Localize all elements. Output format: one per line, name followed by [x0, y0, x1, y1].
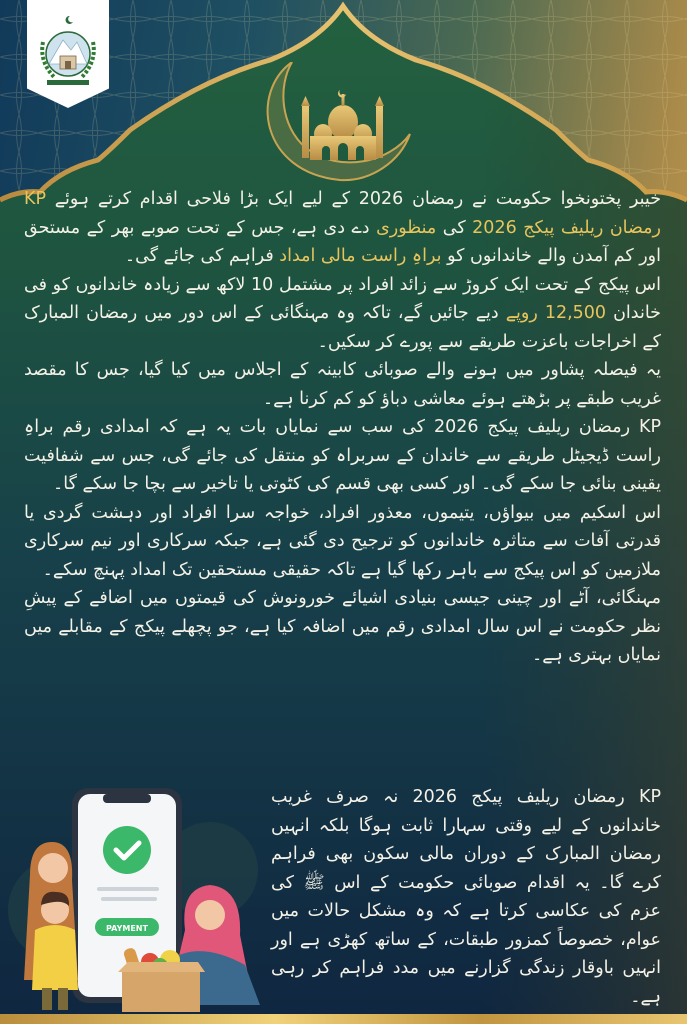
paragraph-digital: KP رمضان ریلیف پیکج 2026 کی سب سے نمایاں بات یہ ہے کہ امدادی رقم براہِ راست ڈیجیٹل طریقے سے خاندان کے سربراہ کو منتقل کی جائے گی، جس سے شفافیت یقینی بنائی جا سکے گی۔ اور کسی بھی قسم کی کٹوتی یا تاخیر سے بچا جا سکے گا۔	[24, 417, 661, 494]
paragraph-amount: اس پیکج کے تحت ایک کروڑ سے زائد افراد پر مشتمل 10 لاکھ سے زیادہ خاندانوں کو فی خاندان 12,500 روپے دیے جائیں گے، تاکہ وہ مہنگائی کے اس دور میں رمضان المبارک کے اخراجات باعزت طریقے سے پورے کر سکیں۔	[24, 274, 662, 352]
paragraph-conclusion: KP رمضان ریلیف پیکج 2026 نہ صرف غریب خاندانوں کے لیے وقتی سہارا ثابت ہوگا بلکہ انہیں رمضان المبارک کے دوران مالی سکون بھی فراہم کرے گا۔ یہ اقدام صوبائی حکومت کے اس ﷺ کی عزم کی عکاسی کرتا ہے کہ وہ مشکل حالات میں عوام، خصوصاً کمزور طبقات، کے ساتھ کھڑی ہے اور انہیں باوقار زندگی گزارنے میں مدد فراہم کر رہی ہے۔	[271, 787, 661, 1007]
highlight-direct-aid: براہِ راست مالی امداد	[279, 246, 442, 266]
highlight-approval: منظوری	[376, 217, 437, 238]
paragraph-intro: خیبر پختونخوا حکومت نے رمضان 2026 کے لیے ایک بڑا فلاحی اقدام کرتے ہوئے KP رمضان ریلیف پیکج 2026 کی منظوری دے دی ہے، جس کے تحت صوبے بھر کے مستحق اور کم آمدن والے خاندانوں کو براہِ راست مالی امداد فراہم کی جائے گی۔	[24, 189, 662, 266]
kp-emblem-icon	[33, 12, 103, 92]
highlight-amount: 12,500 روپے	[505, 303, 607, 323]
grocery-box-icon	[122, 972, 200, 1012]
checkmark-icon	[103, 826, 151, 874]
paragraph-cabinet: یہ فیصلہ پشاور میں ہونے والے صوبائی کابینہ کے اجلاس میں کیا گیا، جس کا مقصد غریب طبقے پر بڑھتے ہوئے معاشی دباؤ کو کم کرنا ہے۔	[24, 360, 661, 409]
kp-logo-banner	[27, 0, 109, 108]
bottom-gold-band	[0, 1014, 687, 1024]
highlight-package-name: KP رمضان ریلیف پیکج 2026	[24, 189, 662, 238]
crescent-mosque-icon	[250, 62, 430, 187]
svg-text:PAYMENT: PAYMENT	[106, 924, 148, 933]
paragraph-inflation: مہنگائی، آٹے اور چینی جیسی بنیادی اشیائے خورونوش کی قیمتوں میں اضافے کے پیشِ نظر حکومت نے اس سال امدادی رقم میں اضافہ کیا ہے، جو پچھلے پیکج کے مقابلے میں نمایاں بہتری ہے۔	[24, 588, 661, 665]
family-payment-illustration	[0, 780, 270, 1015]
paragraph-priority: اس اسکیم میں بیواؤں، یتیموں، معذور افراد، خواجہ سرا افراد اور دہشت گردی یا قدرتی آفات سے متاثرہ خاندانوں کو ترجیح دی گئی ہے، جبکہ سرکاری اور نیم سرکاری ملازمین کو اس پیکج سے باہر رکھا گیا ہے تاکہ حقیقی مستحقین تک امداد پہنچ سکے۔	[24, 502, 661, 580]
